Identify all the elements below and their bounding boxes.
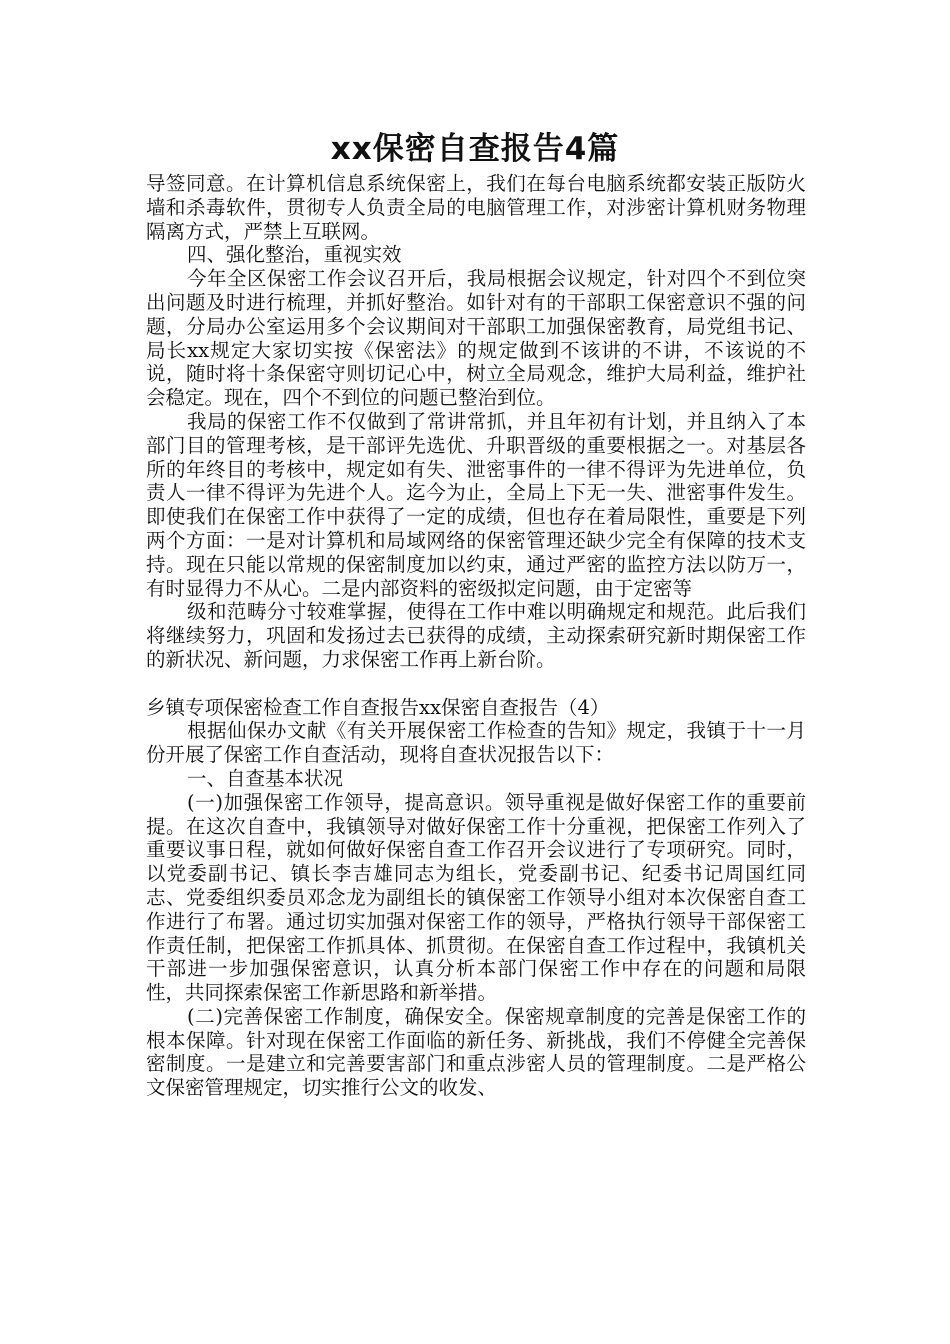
section-heading: 一、自查基本状况 [187,766,344,790]
paragraph: 导签同意。在计算机信息系统保密上，我们在每台电脑系统都安装正版防火墙和杀毒软件，贯彻专人负责全局的电脑管理工作，对涉密计算机财务物理隔离方式，严禁上互联网。 [146,172,806,243]
section-heading: 四、强化整治，重视实效 [187,243,402,267]
paragraph: 级和范畴分寸较难掌握，使得在工作中难以明确规定和规范。此后我们将继续努力，巩固和发扬过去已获得的成绩，主动探索研究新时期保密工作的新状况、新问题，力求保密工作再上新台阶。 [146,600,806,671]
document-title: xx保密自查报告4篇 [330,131,620,167]
paragraph: (一)加强保密工作领导，提高意识。领导重视是做好保密工作的重要前提。在这次自查中，我镇领导对做好保密工作十分重视，把保密工作列入了重要议事日程，就如何做好保密自查工作召开会议进行了专项研究。同时，以党委副书记、镇长李吉雄同志为组长，党委副书记、纪委书记周国红同志、党委组织委员邓念龙为副组长的镇保密工作领导小组对本次保密自查工作进行了布署。通过切实加强对保密工作的领导，严格执行领导干部保密工作责任制，把保密工作抓具体、抓贯彻。在保密自查工作过程中，我镇机关干部进一步加强保密意识，认真分析本部门保密工作中存在的问题和局限性，共同探索保密工作新思路和新举措。 [146,790,806,1005]
paragraph: 根据仙保办文献《有关开展保密工作检查的告知》规定，我镇于十一月份开展了保密工作自查活动，现将自查状况报告以下： [146,719,806,767]
paragraph: (二)完善保密工作制度，确保安全。保密规章制度的完善是保密工作的根本保障。针对现在保密工作面临的新任务、新挑战，我们不停健全完善保密制度。一是建立和完善要害部门和重点涉密人员的管理制度。二是严格公文保密管理规定，切实推行公文的收发、 [146,1004,806,1100]
report-subtitle: 乡镇专项保密检查工作自查报告xx保密自查报告（4） [146,695,610,719]
paragraph: 我局的保密工作不仅做到了常讲常抓，并且年初有计划，并且纳入了本部门目的管理考核，是干部评先选优、升职晋级的重要根据之一。对基层各所的年终目的考核中，规定如有失、泄密事件的一律不得评为先进单位，负责人一律不得评为先进个人。迄今为止，全局上下无一失、泄密事件发生。即使我们在保密工作中获得了一定的成绩，但也存在着局限性，重要是下列两个方面：一是对计算机和局域网络的保密管理还缺少完全有保障的技术支持。现在只能以常规的保密制度加以约束，通过严密的监控方法以防万一，有时显得力不从心。二是内部资料的密级拟定问题，由于定密等 [146,409,806,600]
paragraph: 今年全区保密工作会议召开后，我局根据会议规定，针对四个不到位突出问题及时进行梳理，并抓好整治。如针对有的干部职工保密意识不强的问题，分局办公室运用多个会议期间对干部职工加强保密教育，局党组书记、局长xx规定大家切实按《保密法》的规定做到不该讲的不讲，不该说的不说，随时将十条保密守则切记心中，树立全局观念，维护大局利益，维护社会稳定。现在，四个不到位的问题已整治到位。 [146,267,806,410]
document-body [146,172,806,1100]
